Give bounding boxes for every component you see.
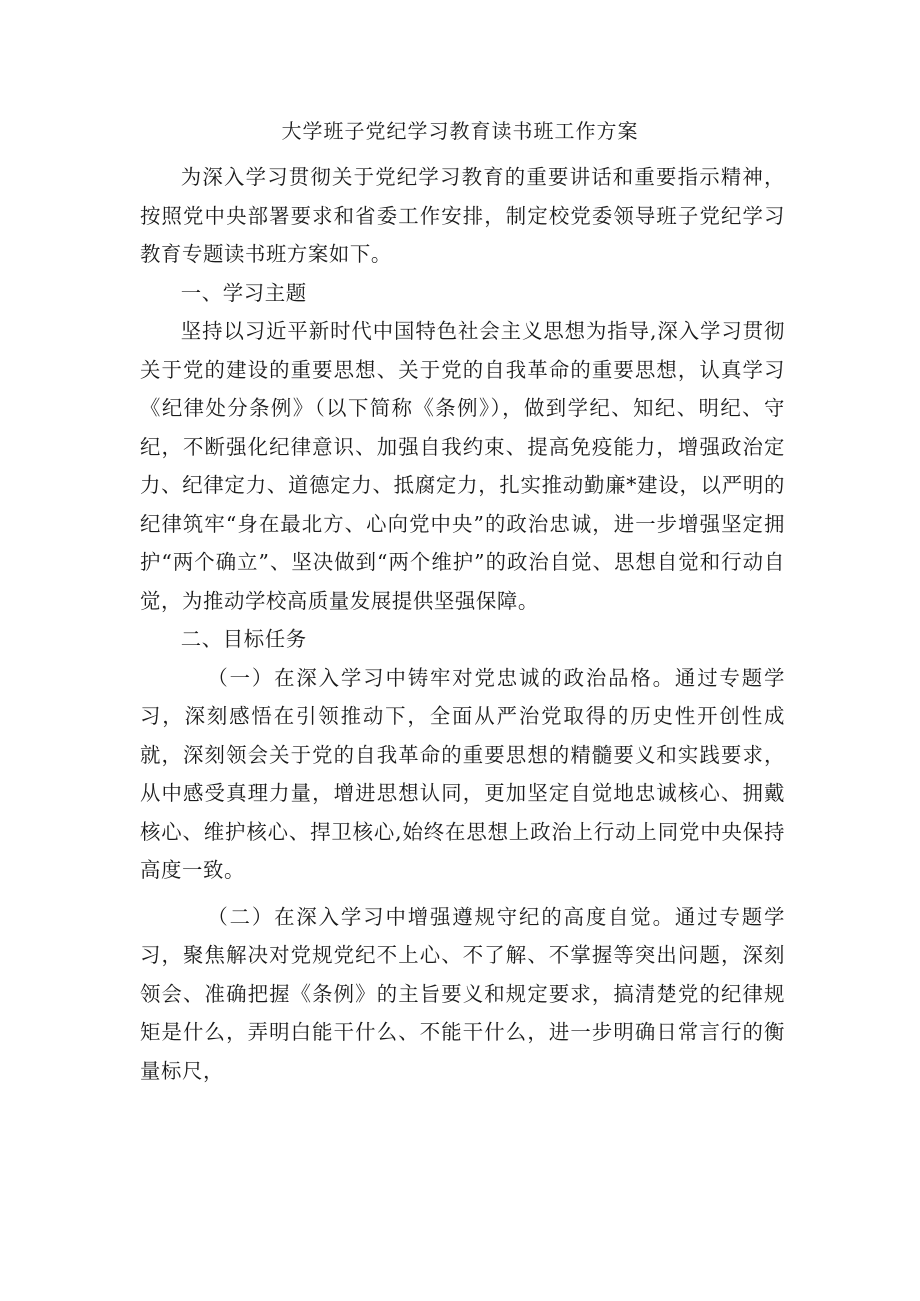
section-heading-goals-tasks: 二、目标任务 <box>180 627 307 651</box>
study-theme-paragraph: 坚持以习近平新时代中国特色社会主义思想为指导,深入学习贯彻关于党的建设的重要思想、关于党的自我革命的重要思想，认真学习《纪律处分条例》（以下简称《条例》），做到学纪、知纪、明纪、守纪，不断强化纪律意识、加强自我约束、提高免疫能力，增强政治定力、纪律定力、道德定力、抵腐定力，扎实推动勤廉*建设，以严明的纪律筑牢“身在最北方、心向党中央”的政治忠诚，进一步增强坚定拥护“两个确立”、坚决做到“两个维护”的政治自觉、思想自觉和行动自觉，为推动学校高质量发展提供坚强保障。 <box>140 319 785 613</box>
intro-paragraph: 为深入学习贯彻关于党纪学习教育的重要讲话和重要指示精神，按照党中央部署要求和省委工作安排，制定校党委领导班子党纪学习教育专题读书班方案如下。 <box>140 165 785 266</box>
section-heading-study-theme: 一、学习主题 <box>180 280 307 305</box>
goal-item-1-paragraph: （一）在深入学习中铸牢对党忠诚的政治品格。通过专题学习，深刻感悟在引领推动下，全面从严治党取得的历史性开创性成就，深刻领会关于党的自我革命的重要思想的精髓要义和实践要求，从中感受真理力量，增进思想认同，更加坚定自觉地忠诚核心、拥戴核心、维护核心、捍卫核心,始终在思想上政治上行动上同党中央保持高度一致。 <box>140 665 785 882</box>
paragraph-gap <box>140 890 785 898</box>
document-title: 大学班子党纪学习教育读书班工作方案 <box>281 119 639 143</box>
goal-item-2-paragraph: （二）在深入学习中增强遵规守纪的高度自觉。通过专题学习，聚焦解决对党规党纪不上心、不了解、不掌握等突出问题，深刻领会、准确把握《条例》的主旨要义和规定要求，搞清楚党的纪律规矩是什么，弄明白能干什么、不能干什么，进一步明确日常言行的衡量标尺， <box>140 904 785 1083</box>
document-body <box>140 158 785 1090</box>
